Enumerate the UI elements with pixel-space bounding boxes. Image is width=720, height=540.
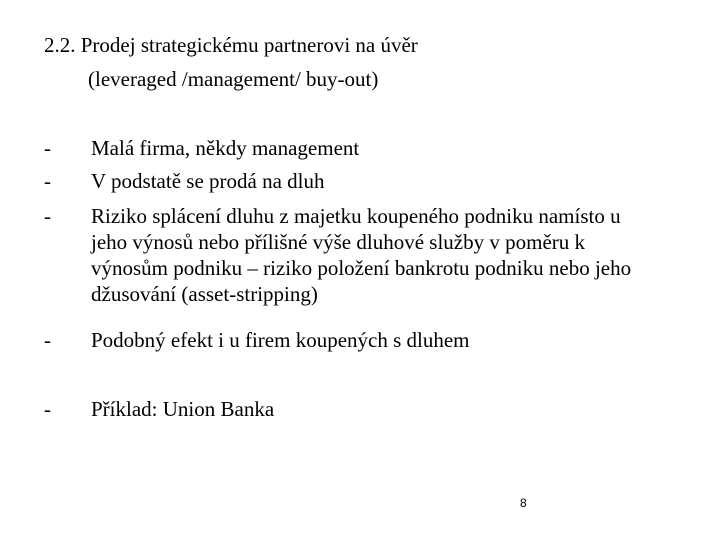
bullet-dash: - xyxy=(44,328,51,352)
bullet-text xyxy=(91,168,716,194)
bullet-dash: - xyxy=(44,397,51,421)
bullet-text xyxy=(91,203,716,307)
slide-subtitle: (leveraged /management/ buy-out) xyxy=(88,67,379,91)
bullet-text xyxy=(91,327,716,353)
bullet-text-line: V podstatě se prodá na dluh xyxy=(91,169,325,193)
bullet-text-line: Riziko splácení dluhu z majetku koupeného podniku namísto u xyxy=(91,204,621,228)
bullet-text-line: Podobný efekt i u firem koupených s dluhem xyxy=(91,328,470,352)
bullet-text xyxy=(91,396,716,422)
bullet-dash: - xyxy=(44,136,51,160)
bullet-text-line: Příklad: Union Banka xyxy=(91,397,275,421)
bullet-text-line: džusování (asset-stripping) xyxy=(91,282,318,306)
slide-title: 2.2. Prodej strategickému partnerovi na úvěr xyxy=(44,33,418,57)
bullet-dash: - xyxy=(44,169,51,193)
page-number: 8 xyxy=(520,496,527,510)
bullet-text-line: jeho výnosů nebo přílišné výše dluhové služby v poměru k xyxy=(91,230,586,254)
bullet-text-line: Malá firma, někdy management xyxy=(91,136,360,160)
bullet-text-line: výnosům podniku – riziko položení bankrotu podniku nebo jeho xyxy=(91,256,632,280)
bullet-text xyxy=(91,135,716,161)
bullet-dash: - xyxy=(44,204,51,228)
